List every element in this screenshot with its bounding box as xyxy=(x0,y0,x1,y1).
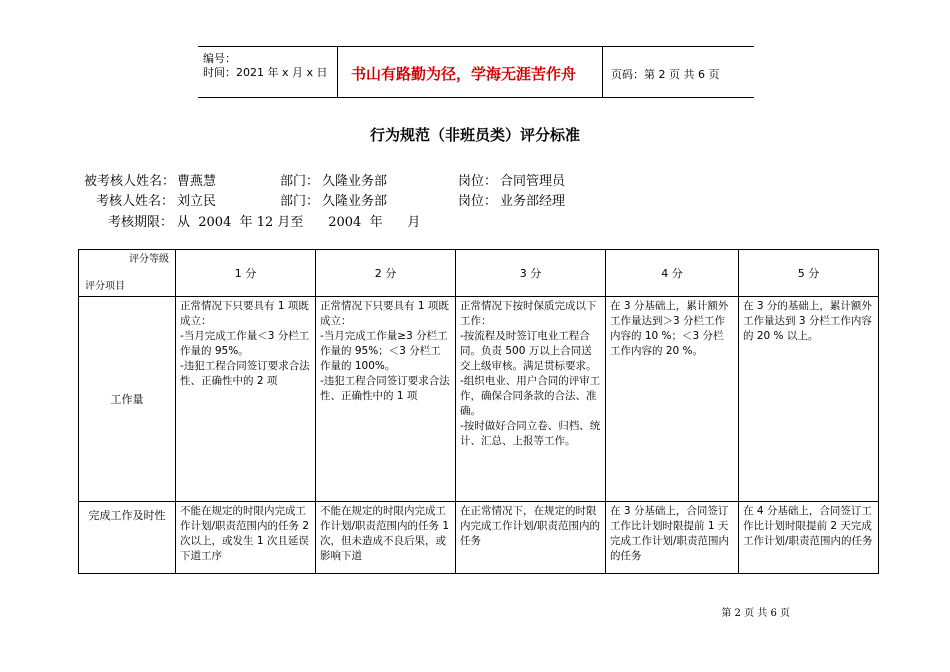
assessee-dept: 久隆业务部 xyxy=(322,174,388,189)
criteria-cell: 正常情况下按时保质完成以下工作： -按流程及时签订电业工程合同。负责 500 万以上合同送交上级审核。满足贯标要求。 -组织电业、用户合同的评审工作，确保合同条款的合法、准确。 -按时做好合同立卷、归档、统计、汇总、上报等工作。 xyxy=(456,297,606,502)
assessor-name: 刘立民 xyxy=(177,194,217,209)
criteria-cell: 正常情况下只要具有 1 项既成立： -当月完成工作量≥3 分栏工作量的 95%；＜3 分栏工作量的 100%。 -违犯工程合同签订要求合法性、正确性中的 1 项 xyxy=(316,297,456,502)
corner-level-label: 评分等级 xyxy=(129,254,169,265)
assessor-post-label: 岗位： xyxy=(458,194,498,209)
table-row xyxy=(79,502,879,574)
period-label: 考核期限： xyxy=(108,215,174,230)
assessee-post: 合同管理员 xyxy=(500,174,566,189)
criteria-cell: 在 3 分的基础上，累计额外工作量达到 3 分栏工作内容的 20 % 以上。 xyxy=(739,297,879,502)
assessor-dept: 久隆业务部 xyxy=(322,194,388,209)
table-row xyxy=(79,297,879,502)
criteria-cell: 不能在规定的时限内完成工作计划/职责范围内的任务 1 次，但未造成不良后果，或影响下道 xyxy=(316,502,456,574)
item-name: 完成工作及时性 xyxy=(79,502,176,574)
assessee-dept-label: 部门： xyxy=(280,174,320,189)
level-header: 2 分 xyxy=(316,250,456,297)
time-label: 时间：2021 年 x 月 x 日 xyxy=(203,66,328,79)
motto: 书山有路勤为径，学海无涯苦作舟 xyxy=(351,65,577,83)
assessee-post-label: 岗位： xyxy=(458,174,498,189)
criteria-cell: 在 3 分基础上，累计额外工作量达到＞3 分栏工作内容的 10 %；＜3 分栏工作内容的 20 %。 xyxy=(606,297,739,502)
header-motto-cell xyxy=(339,47,801,97)
assessee-name: 曹燕慧 xyxy=(177,174,217,189)
criteria-cell: 在 4 分基础上，合同签订工作比计划时限提前 2 天完成工作计划/职责范围内的任务 xyxy=(739,502,879,574)
item-name: 工作量 xyxy=(79,297,176,502)
criteria-cell: 正常情况下只要具有 1 项既成立： -当月完成工作量＜3 分栏工作量的 95%。 -违犯工程合同签订要求合法性、正确性中的 2 项 xyxy=(176,297,316,502)
page-header xyxy=(198,46,754,98)
header-meta xyxy=(198,47,338,97)
corner-item-label: 评分项目 xyxy=(85,281,125,292)
table-header-row xyxy=(79,250,879,297)
number-label: 编号： xyxy=(203,52,236,65)
assessor-post: 业务部经理 xyxy=(500,194,566,209)
level-header: 3 分 xyxy=(456,250,606,297)
criteria-cell: 在 3 分基础上，合同签订工作比计划时限提前 1 天完成工作计划/职责范围内的任务 xyxy=(606,502,739,574)
footer-page-number: 第 2 页 共 6 页 xyxy=(721,608,790,619)
table-corner-cell xyxy=(79,250,176,297)
assessor-name-label: 考核人姓名： xyxy=(96,194,175,209)
level-header: 1 分 xyxy=(176,250,316,297)
level-header: 4 分 xyxy=(606,250,739,297)
criteria-cell: 不能在规定的时限内完成工作计划/职责范围内的任务 2 次以上，或发生 1 次且延误下道工序 xyxy=(176,502,316,574)
period-value: 从 2004 年 12 月至 2004 年 月 xyxy=(177,215,421,230)
level-header: 5 分 xyxy=(739,250,879,297)
document-title: 行为规范（非班员类）评分标准 xyxy=(369,126,580,144)
assessor-dept-label: 部门： xyxy=(280,194,320,209)
criteria-cell: 在正常情况下，在规定的时限内完成工作计划/职责范围内的任务 xyxy=(456,502,606,574)
header-divider xyxy=(602,47,603,97)
header-page-info: 页码：第 2 页 共 6 页 xyxy=(611,68,720,81)
assessee-name-label: 被考核人姓名： xyxy=(84,174,176,189)
scoring-table xyxy=(78,249,879,574)
